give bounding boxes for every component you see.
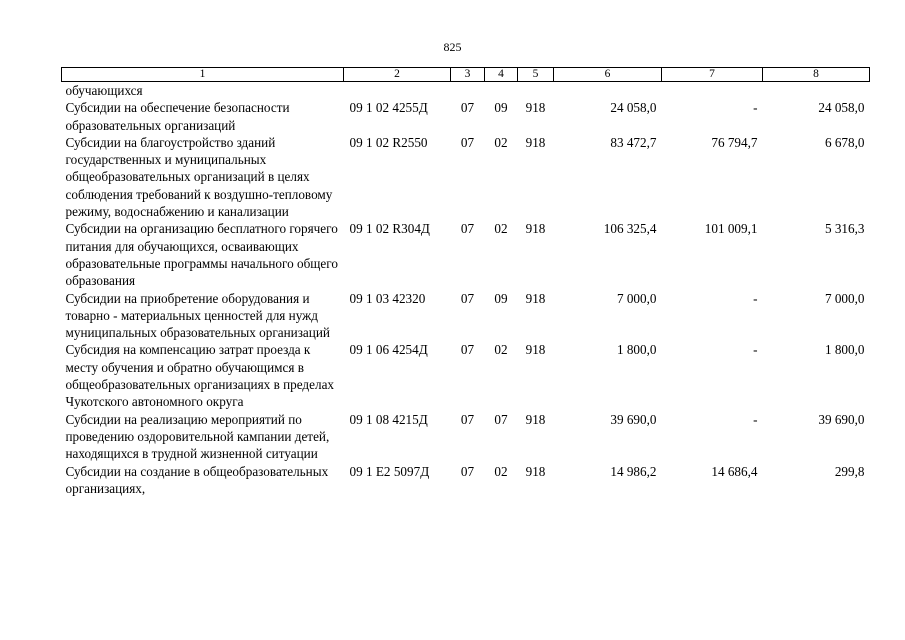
row-section-cell: 07 — [460, 100, 475, 116]
row-name-cell: Субсидии на организацию бесплатного горячего питания для обучающихся, осваивающих образовательные программы начального общего образования — [65, 221, 338, 289]
table-row — [62, 82, 870, 100]
column-header-7: 7 — [662, 68, 763, 82]
table-row — [62, 134, 870, 220]
row-subsection-cell: 02 — [494, 463, 508, 479]
column-header-6: 6 — [554, 68, 662, 82]
row-code-cell: 09 1 02 R304Д — [349, 221, 430, 237]
table-row — [62, 290, 870, 342]
page-number: 825 — [443, 40, 462, 54]
row-federal-cell — [662, 82, 763, 100]
row-total-cell: 106 325,4 — [603, 221, 657, 237]
row-grbs-cell: 918 — [525, 342, 546, 358]
row-federal-cell: - — [753, 342, 758, 358]
row-section-cell — [451, 82, 485, 100]
row-subsection-cell: 07 — [494, 411, 508, 427]
row-federal-cell: 76 794,7 — [711, 134, 758, 150]
row-section-cell: 07 — [460, 290, 475, 306]
row-total-cell: 14 986,2 — [610, 463, 657, 479]
row-grbs-cell: 918 — [525, 134, 546, 150]
row-district-cell: 5 316,3 — [824, 221, 865, 237]
row-code-cell: 09 1 06 4254Д — [349, 342, 428, 358]
column-header-8: 8 — [763, 68, 870, 82]
table-header — [62, 68, 870, 82]
row-district-cell: 39 690,0 — [818, 411, 865, 427]
row-section-cell: 07 — [460, 342, 475, 358]
column-header-1: 1 — [62, 68, 344, 82]
row-district-cell: 24 058,0 — [818, 100, 865, 116]
row-district-cell: 1 800,0 — [824, 342, 865, 358]
row-section-cell: 07 — [460, 221, 475, 237]
row-subsection-cell: 02 — [494, 342, 508, 358]
column-header-4: 4 — [485, 68, 518, 82]
row-total-cell: 39 690,0 — [610, 411, 657, 427]
row-federal-cell: 101 009,1 — [704, 221, 758, 237]
header-row — [62, 68, 870, 82]
row-district-cell — [763, 82, 870, 100]
row-total-cell: 83 472,7 — [610, 134, 657, 150]
row-name-cell: Субсидии на обеспечение безопасности образовательных организаций — [65, 100, 290, 133]
row-subsection-cell: 09 — [494, 100, 508, 116]
row-subsection-cell: 09 — [494, 290, 508, 306]
row-code-cell — [344, 82, 451, 100]
row-code-cell: 09 1 02 4255Д — [349, 100, 428, 116]
row-name-cell: Субсидии на создание в общеобразовательных организациях, — [65, 463, 329, 496]
row-name-cell: Субсидии на реализацию мероприятий по проведению оздоровительной кампании детей, находящихся в трудной жизненной ситуации — [65, 411, 330, 462]
row-total-cell: 7 000,0 — [616, 290, 657, 306]
row-subsection-cell: 02 — [494, 221, 508, 237]
row-total-cell — [554, 82, 662, 100]
row-code-cell: 09 1 03 42320 — [349, 290, 426, 306]
table-row — [62, 341, 870, 410]
row-federal-cell: - — [753, 290, 758, 306]
column-header-5: 5 — [518, 68, 554, 82]
row-grbs-cell — [518, 82, 554, 100]
row-grbs-cell: 918 — [525, 411, 546, 427]
row-section-cell: 07 — [460, 463, 475, 479]
row-code-cell: 09 1 02 R2550 — [349, 134, 428, 150]
row-grbs-cell: 918 — [525, 221, 546, 237]
row-grbs-cell: 918 — [525, 290, 546, 306]
row-section-cell: 07 — [460, 411, 475, 427]
table-row — [62, 411, 870, 463]
row-grbs-cell: 918 — [525, 463, 546, 479]
table-row — [62, 463, 870, 498]
table-row — [62, 220, 870, 289]
row-grbs-cell: 918 — [525, 100, 546, 116]
column-header-3: 3 — [451, 68, 485, 82]
row-federal-cell: - — [753, 100, 758, 116]
row-subsection-cell: 02 — [494, 134, 508, 150]
table-row — [62, 99, 870, 134]
table-body — [62, 82, 870, 498]
row-federal-cell: 14 686,4 — [711, 463, 758, 479]
row-name-cell: Субсидии на благоустройство зданий государственных и муниципальных общеобразовательных организаций в целях соблюдения требований к воздушно-тепловому режиму, водоснабжению и канализации — [65, 134, 333, 220]
row-name-cell: Субсидия на компенсацию затрат проезда к месту обучения и обратно обучающимся в общеобразовательных организациях в пределах Чукотского автономного округа — [65, 342, 335, 410]
row-federal-cell: - — [753, 411, 758, 427]
row-code-cell: 09 1 E2 5097Д — [349, 463, 430, 479]
row-district-cell: 299,8 — [834, 463, 865, 479]
row-district-cell: 7 000,0 — [824, 290, 865, 306]
row-subsection-cell — [485, 82, 518, 100]
row-district-cell: 6 678,0 — [824, 134, 865, 150]
row-total-cell: 1 800,0 — [616, 342, 657, 358]
row-name-cell: обучающихся — [65, 83, 143, 98]
row-total-cell: 24 058,0 — [610, 100, 657, 116]
budget-table — [61, 67, 870, 497]
row-code-cell: 09 1 08 4215Д — [349, 411, 428, 427]
row-section-cell: 07 — [460, 134, 475, 150]
column-header-2: 2 — [344, 68, 451, 82]
row-name-cell: Субсидии на приобретение оборудования и товарно - материальных ценностей для нужд муниципальных образовательных организаций — [65, 290, 330, 341]
